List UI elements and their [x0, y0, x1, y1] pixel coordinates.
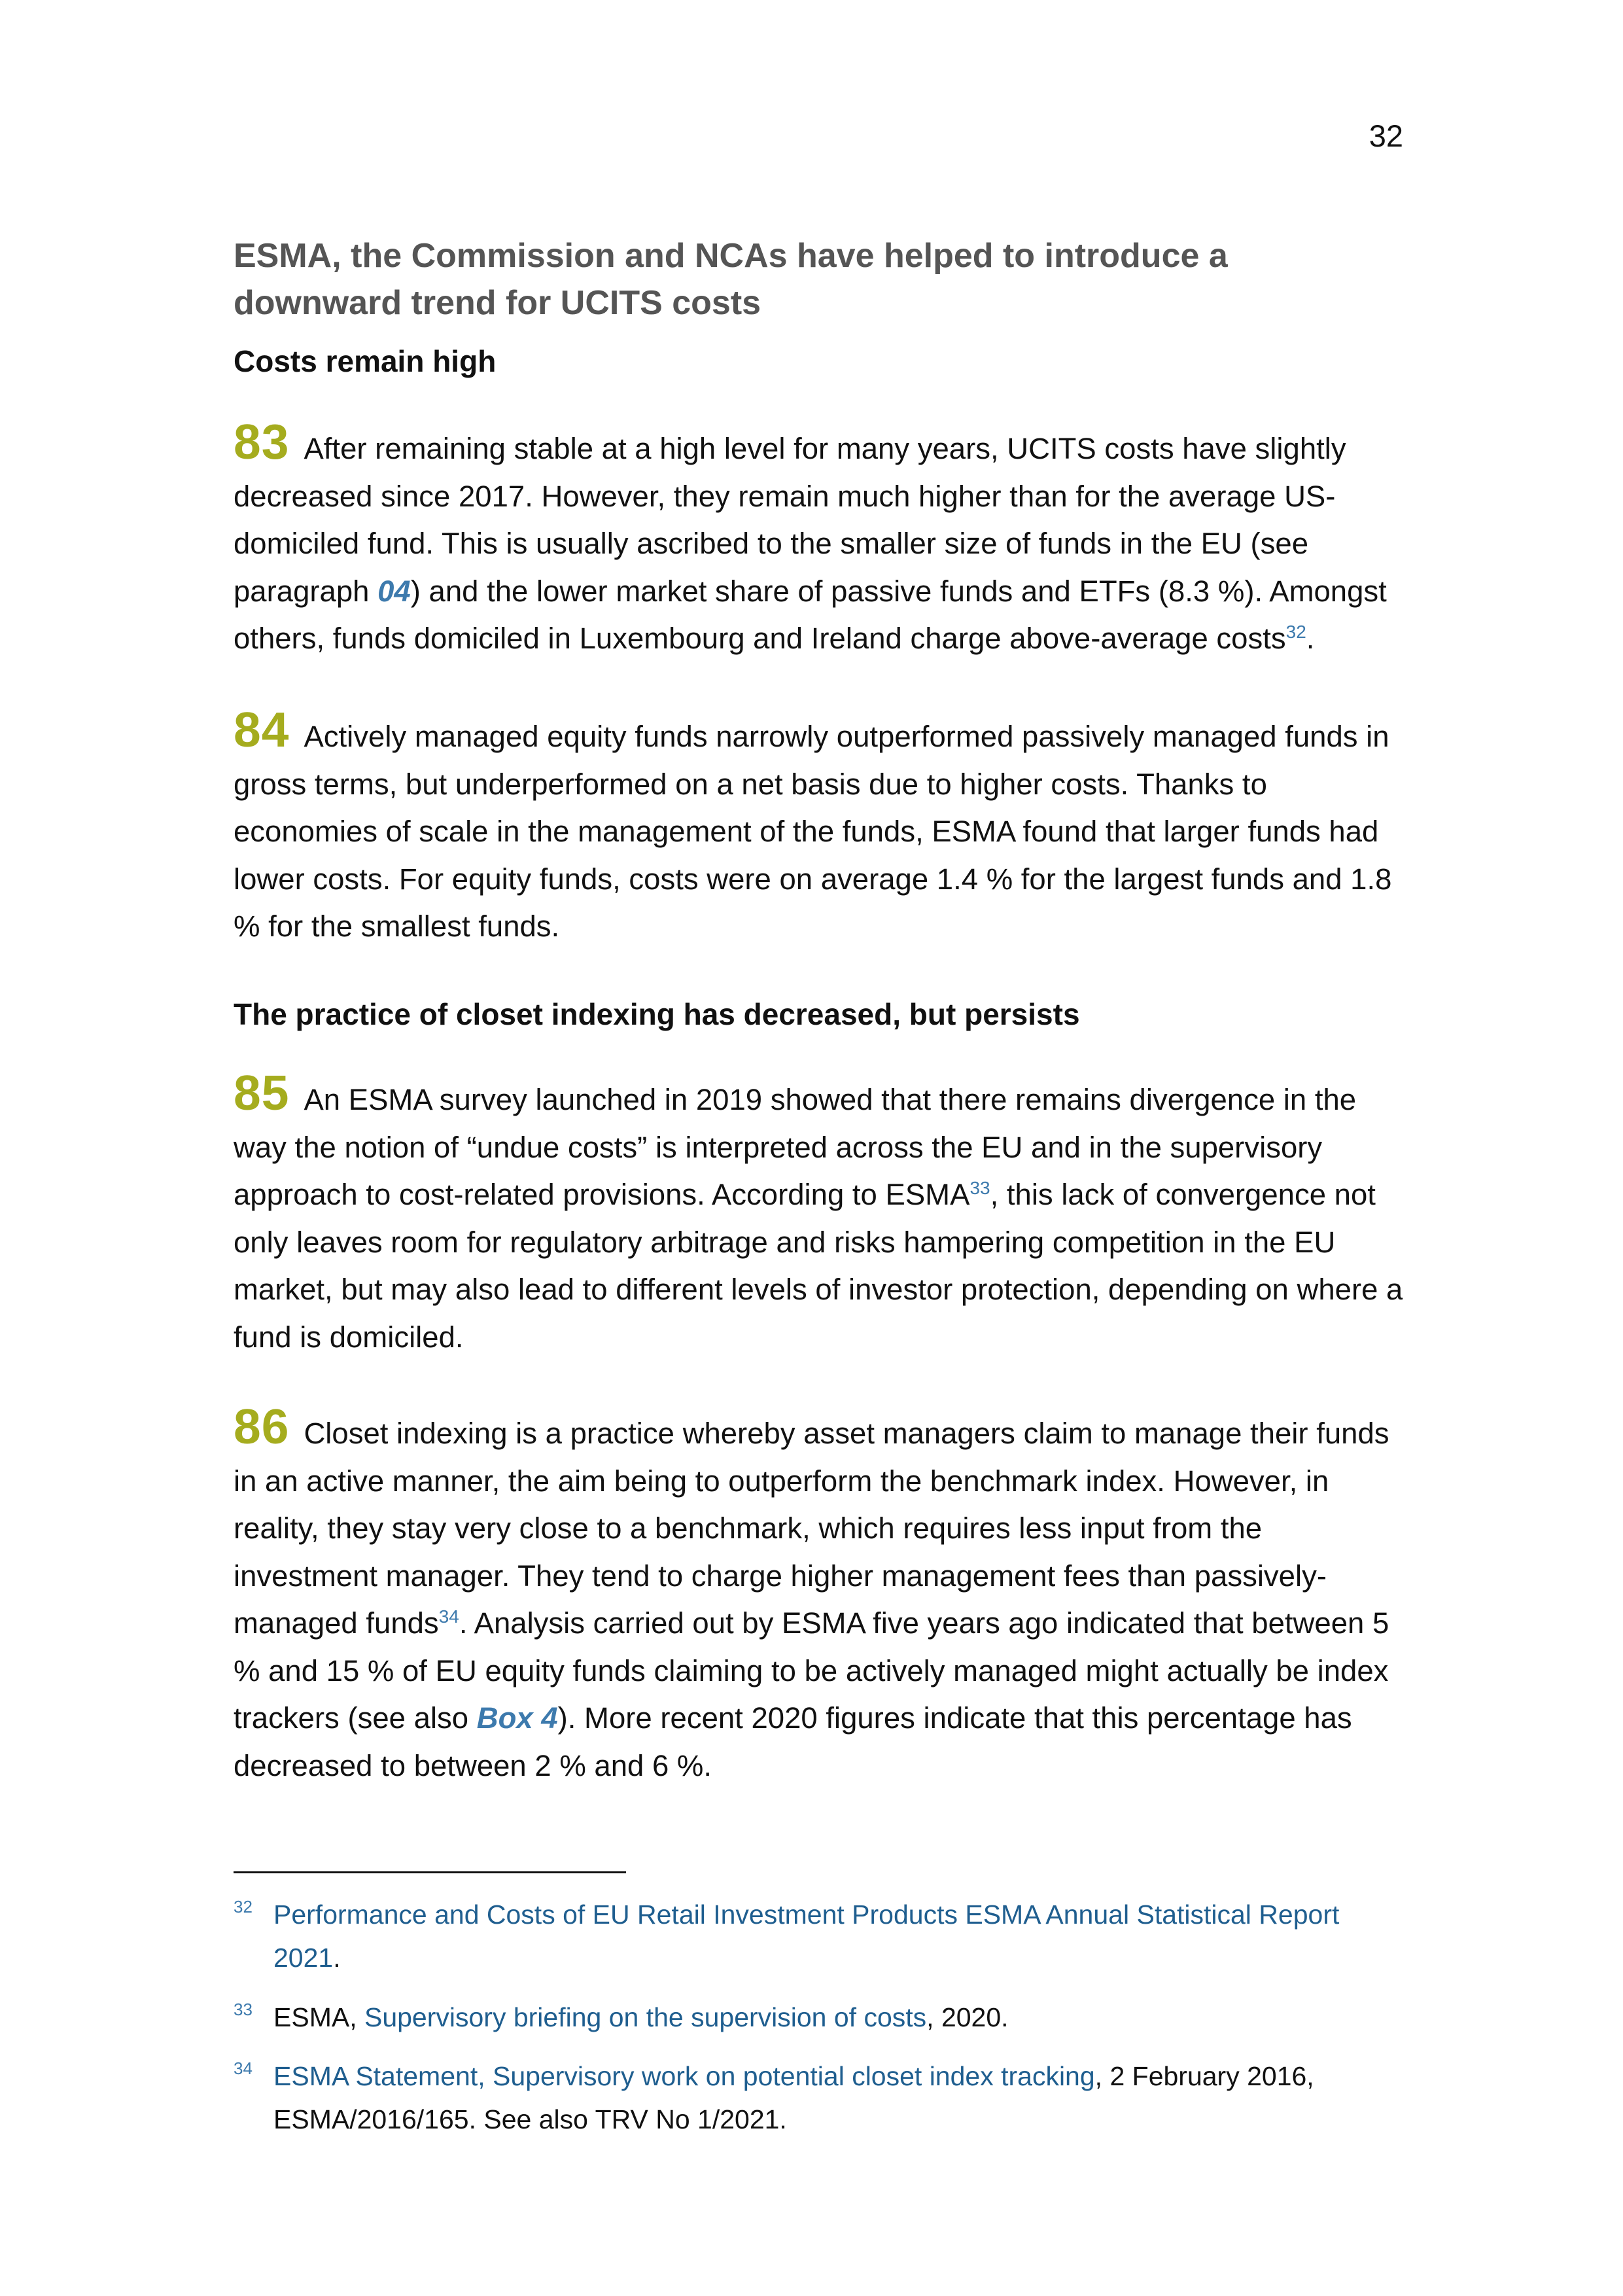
paragraph-text: ) and the lower market share of passive funds and ETFs (8.3 %). Amongst others, funds domiciled in Luxembourg and Ireland charge above-average costs	[234, 574, 1387, 655]
footnote-link[interactable]: ESMA Statement, Supervisory work on potential closet index tracking	[273, 2061, 1095, 2091]
paragraph-text: ). More recent 2020 figures indicate that this percentage has decreased to between 2 % and 6 %.	[234, 1701, 1352, 1782]
footnote-34	[234, 2055, 1405, 2141]
paragraph-86	[234, 1399, 1411, 1790]
footnote-suffix: , 2020.	[926, 2002, 1009, 2032]
paragraph-84	[234, 702, 1411, 951]
section-heading: ESMA, the Commission and NCAs have helped to introduce a downward trend for UCITS costs	[234, 237, 1228, 322]
page-number: 32	[1369, 118, 1403, 153]
box-reference-link[interactable]: Box 4	[476, 1701, 558, 1735]
footnote-reference[interactable]: 34	[438, 1606, 459, 1627]
paragraph-text: Actively managed equity funds narrowly outperformed passively managed funds in gross terms, but underperformed on a net basis due to higher costs. Thanks to economies of scale in the management of the funds, ESMA found that larger funds had lower costs. For equity funds, costs were on average 1.4 % for the largest funds and 1.8 % for the smallest funds.	[234, 720, 1392, 943]
footnote-suffix: .	[333, 1943, 341, 1973]
paragraph-text: .	[1306, 622, 1315, 655]
footnote-link[interactable]: Supervisory briefing on the supervision of costs	[364, 2002, 927, 2032]
footnote-number: 33	[234, 2000, 253, 2019]
paragraph-85	[234, 1065, 1411, 1361]
paragraph-number: 83	[234, 414, 290, 469]
footnote-text	[273, 1893, 1405, 1979]
footnote-prefix: ESMA,	[273, 2002, 364, 2032]
subheading-closet-indexing: The practice of closet indexing has decreased, but persists	[234, 997, 1080, 1031]
paragraph-83	[234, 414, 1411, 663]
footnote-text	[273, 2055, 1405, 2141]
footnote-number: 34	[234, 2058, 253, 2078]
footnote-divider	[234, 1871, 626, 1873]
footnote-reference[interactable]: 33	[969, 1177, 990, 1198]
paragraph-text: An ESMA survey launched in 2019 showed that there remains divergence in the way the notion of “undue costs” is interpreted across the EU and in the supervisory approach to cost-related provisions. According to ESMA	[234, 1083, 1357, 1211]
paragraph-text: , this lack of convergence not only leaves room for regulatory arbitrage and risks hampering competition in the EU market, but may also lead to different levels of investor protection, depending on where a fund is domiciled.	[234, 1178, 1403, 1354]
paragraph-number: 86	[234, 1399, 290, 1454]
footnote-reference[interactable]: 32	[1285, 621, 1306, 642]
paragraph-number: 85	[234, 1065, 290, 1120]
footnote-text	[273, 1996, 1405, 2039]
footnote-32	[234, 1893, 1405, 1979]
footnote-suffix: , 2 February 2016, ESMA/2016/165. See also TRV No 1/2021.	[273, 2061, 1314, 2134]
paragraph-text: Closet indexing is a practice whereby asset managers claim to manage their funds in an active manner, the aim being to outperform the benchmark index. However, in reality, they stay very close to a benchmark, which requires less input from the investment manager. They tend to charge higher management fees than passively-managed funds	[234, 1417, 1389, 1640]
paragraph-number: 84	[234, 702, 290, 757]
paragraph-text: . Analysis carried out by ESMA five years ago indicated that between 5 % and 15 % of EU equity funds claiming to be actively managed might actually be index trackers (see also	[234, 1606, 1389, 1735]
paragraph-text: After remaining stable at a high level for many years, UCITS costs have slightly decreased since 2017. However, they remain much higher than for the average US-domiciled fund. This is usually ascribed to the smaller size of funds in the EU (see paragraph	[234, 432, 1346, 608]
footnote-number: 32	[234, 1897, 253, 1916]
footnote-link[interactable]: Performance and Costs of EU Retail Investment Products ESMA Annual Statistical Report 2021	[273, 1899, 1340, 1973]
paragraph-reference-link[interactable]: 04	[377, 574, 411, 608]
footnote-33	[234, 1996, 1405, 2039]
subheading-costs-remain-high: Costs remain high	[234, 344, 497, 378]
